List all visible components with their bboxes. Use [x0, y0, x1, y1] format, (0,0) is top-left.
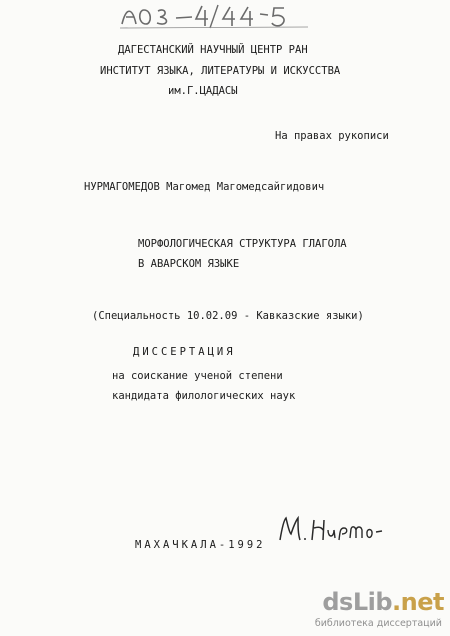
manuscript-note: На правах рукописи: [275, 130, 389, 142]
dslib-subtitle: библиотека диссертаций: [314, 618, 442, 629]
dslib-logo: dsLib.net: [322, 588, 444, 616]
degree-line-1: на соискание ученой степени: [112, 370, 283, 382]
author-signature: [276, 514, 384, 544]
dissertation-title-line-2: В АВАРСКОМ ЯЗЫКЕ: [138, 258, 240, 270]
institution-line-3: им.Г.ЦАДАСЫ: [168, 85, 238, 97]
specialty: (Специальность 10.02.09 - Кавказские языки): [92, 310, 364, 322]
institution-line-2: ИНСТИТУТ ЯЗЫКА, ЛИТЕРАТУРЫ И ИСКУССТВА: [100, 65, 341, 77]
place-year: МАХАЧКАЛА-1992: [135, 539, 266, 551]
institution-line-1: ДАГЕСТАНСКИЙ НАУЧНЫЙ ЦЕНТР РАН: [118, 44, 308, 56]
author-name: НУРМАГОМЕДОВ Магомед Магомедсайгидович: [84, 181, 325, 193]
degree-line-2: кандидата филологических наук: [112, 390, 296, 402]
document-type-heading: ДИССЕРТАЦИЯ: [133, 346, 236, 358]
dslib-watermark: [294, 588, 444, 632]
handwritten-archive-code: [118, 2, 318, 30]
dissertation-title-line-1: МОРФОЛОГИЧЕСКАЯ СТРУКТУРА ГЛАГОЛА: [138, 238, 347, 250]
